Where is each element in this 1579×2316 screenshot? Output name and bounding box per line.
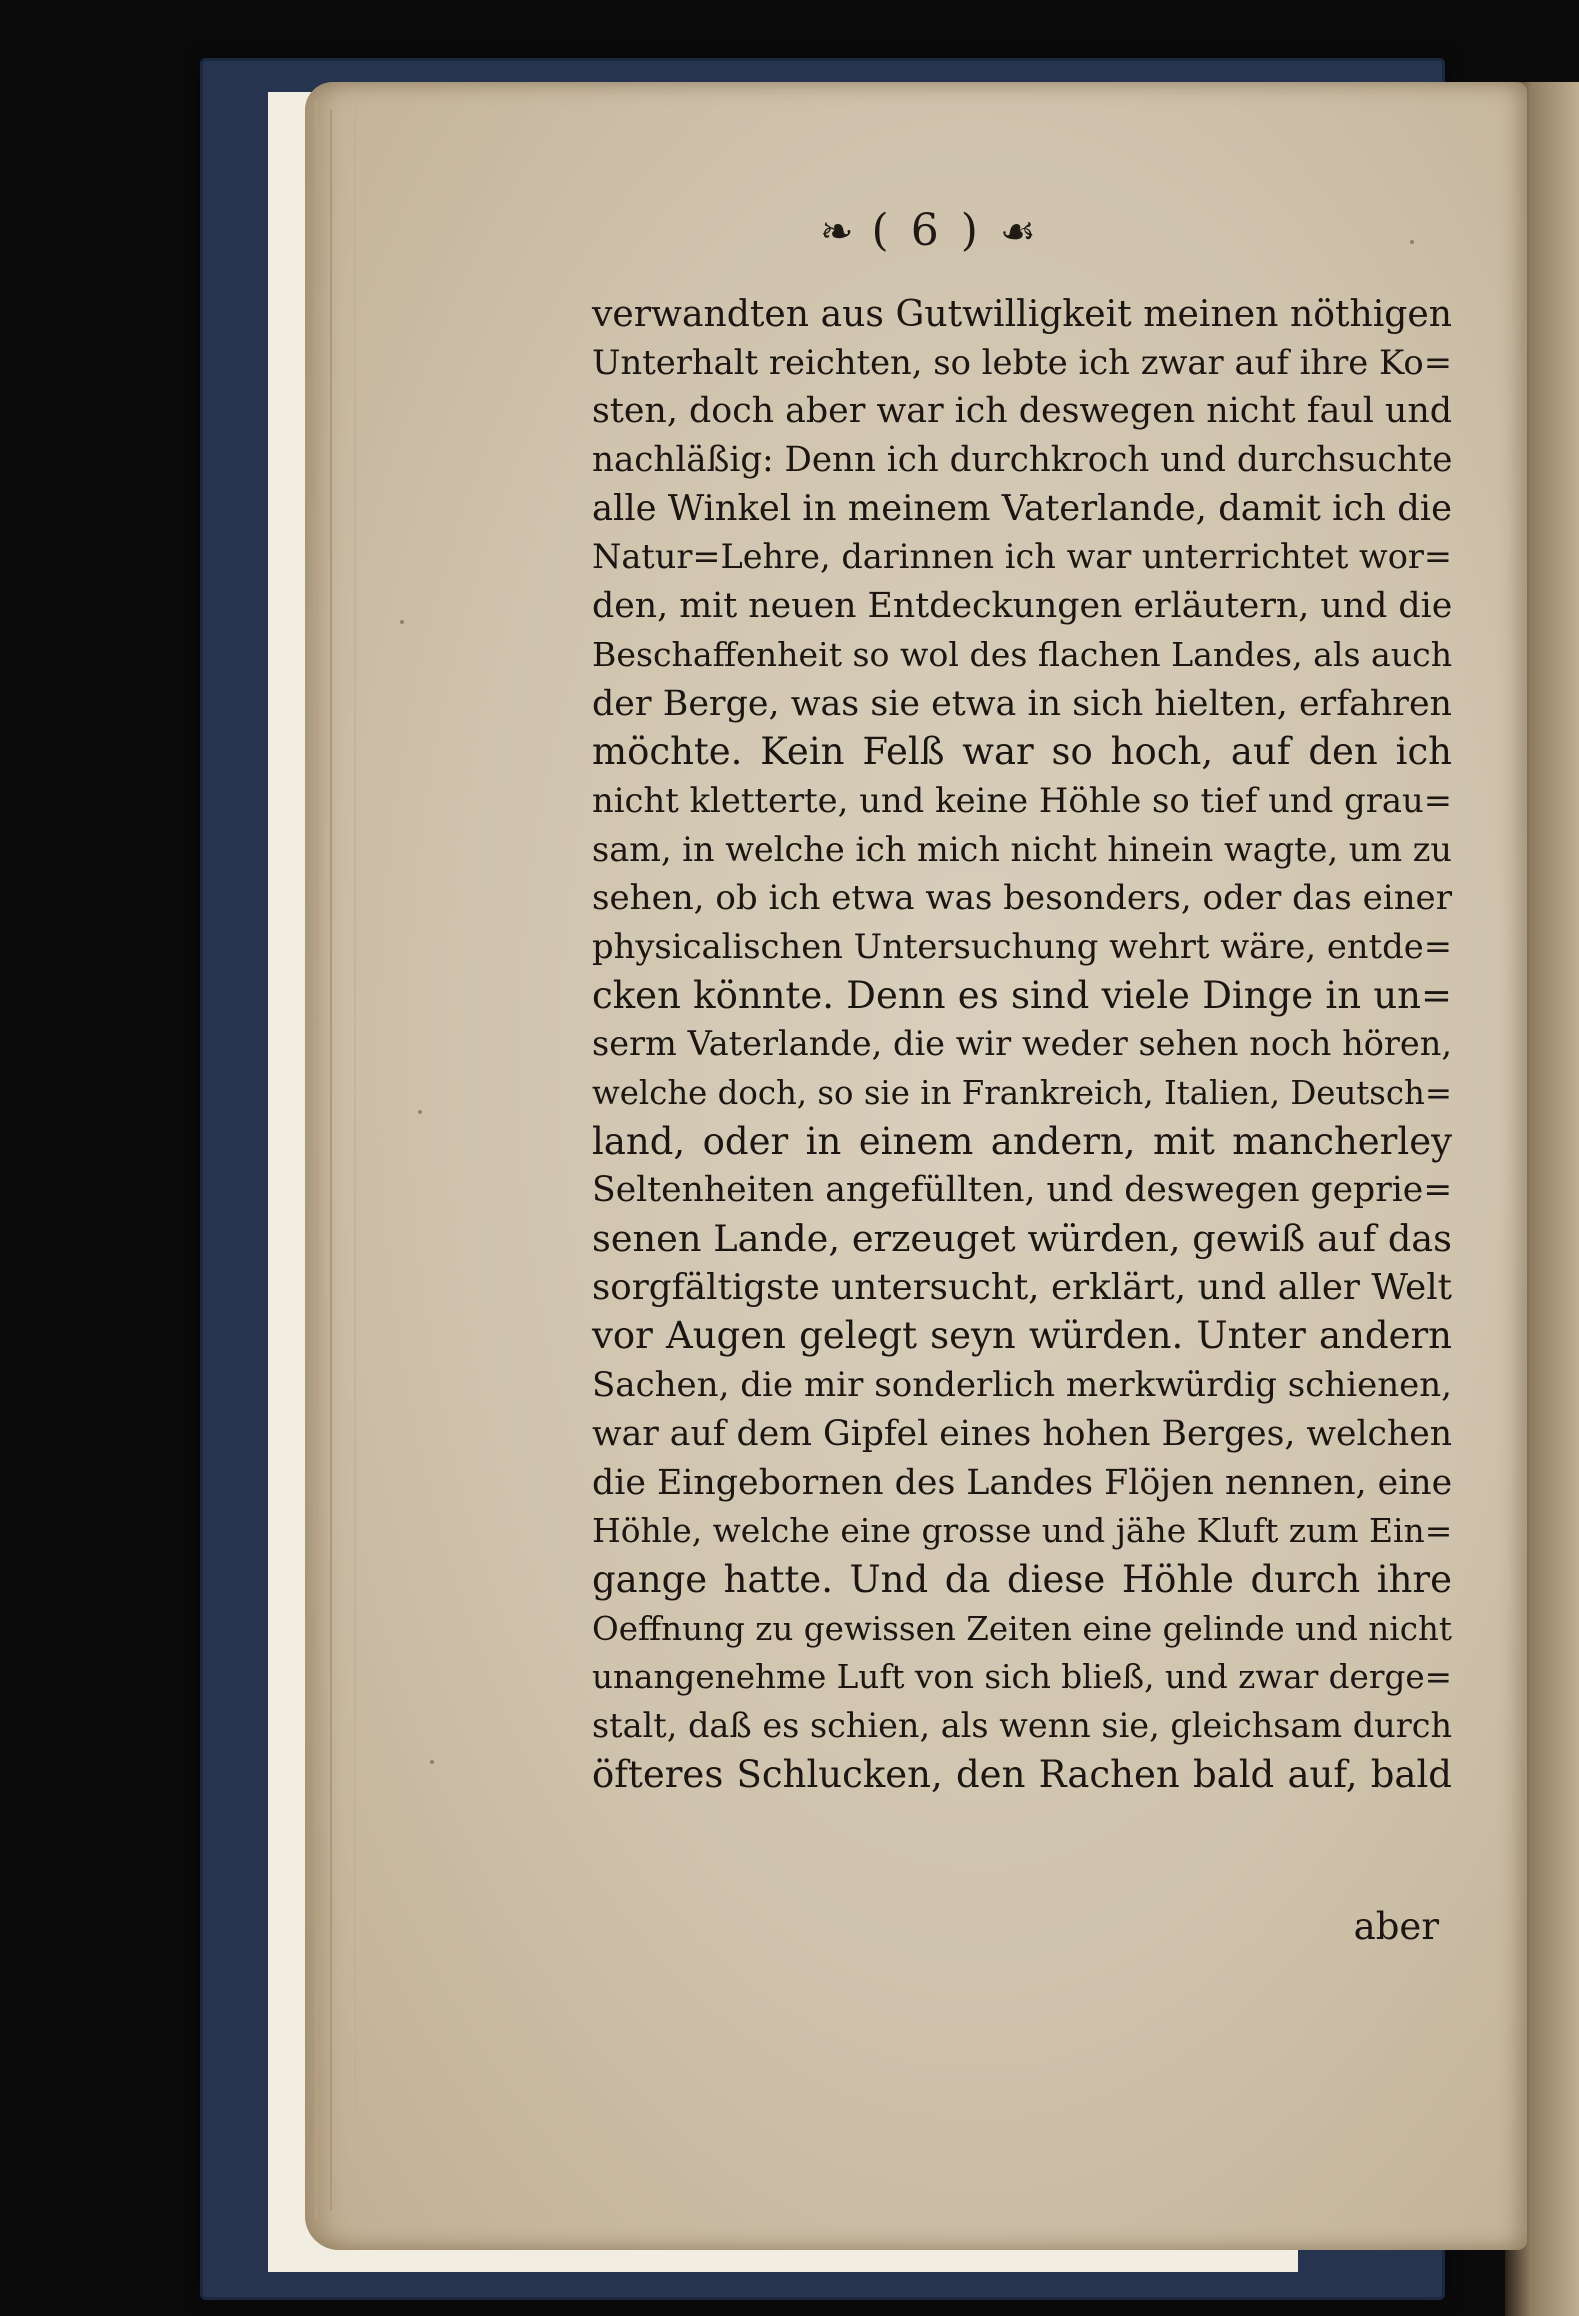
catchword: aber [1353,1905,1439,1948]
text-line: sehen, ob ich etwa was besonders, oder das einer [592,878,1452,919]
text-line: Sachen, die mir sonderlich merkwürdig schienen, [592,1365,1452,1406]
text-line: alle Winkel in meinem Vaterlande, damit ich die [592,487,1452,529]
text-line: physicalischen Untersuchung wehrt wäre, entde= [592,926,1453,966]
text-line: den, mit neuen Entdeckungen erläutern, und die [592,586,1453,627]
text-line: unangenehme Luft von sich bließ, und zwar derge= [592,1658,1452,1697]
left-ornament-icon: ❧ [820,209,854,255]
text-line: vor Augen gelegt seyn würden. Unter andern [592,1314,1452,1358]
paper-speck [430,1760,434,1764]
text-line: cken könnte. Denn es sind viele Dinge in un= [592,973,1452,1017]
text-line: serm Vaterlande, die wir weder sehen noch hören, [592,1024,1452,1064]
text-line: nachläßig: Denn ich durchkroch und durchsuchte [592,440,1453,481]
text-line: welche doch, so sie in Frankreich, Italien, Deutsch= [592,1074,1452,1112]
header-right-paren: ) [960,205,982,256]
text-line: sorgfältigste untersucht, erklärt, und aller Welt [592,1266,1452,1308]
text-line: stalt, daß es schien, als wenn sie, gleichsam durch [592,1705,1452,1745]
right-ornament-icon: ☙ [999,209,1036,255]
text-line: verwandten aus Gutwilligkeit meinen nöthigen [592,292,1452,335]
body-text [592,290,1452,1799]
text-line: Unterhalt reichten, so lebte ich zwar auf ihre Ko= [592,342,1452,382]
text-line: gange hatte. Und da diese Höhle durch ihre [592,1557,1452,1601]
text-line: Oeffnung zu gewissen Zeiten eine gelinde und nicht [592,1609,1452,1648]
page-header [820,205,1036,256]
text-line: die Eingebornen des Landes Flöjen nennen, eine [592,1462,1453,1503]
paper-speck [418,1110,422,1114]
text-line: Seltenheiten angefüllten, und deswegen geprie= [592,1170,1453,1211]
text-line: Natur=Lehre, darinnen ich war unterrichtet wor= [592,537,1452,577]
text-line: öfteres Schlucken, den Rachen bald auf, bald [592,1752,1452,1796]
text-line: Höhle, welche eine grosse und jähe Kluft zum Ein= [592,1511,1453,1551]
paper-speck [1410,240,1414,244]
text-line: sten, doch aber war ich deswegen nicht faul und [592,391,1453,432]
text-line: der Berge, was sie etwa in sich hielten, erfahren [592,683,1452,724]
text-line: Beschaffenheit so wol des flachen Landes, als auch [592,634,1453,674]
text-line: sam, in welche ich mich nicht hinein wagte, um zu [592,829,1453,869]
text-line: nicht kletterte, und keine Höhle so tief und grau= [592,780,1452,820]
text-line: senen Lande, erzeuget würden, gewiß auf das [592,1217,1452,1261]
page-number: 6 [910,205,943,256]
paper-speck [400,620,404,624]
text-line: land, oder in einem andern, mit mancherley [592,1119,1452,1163]
text-line: war auf dem Gipfel eines hohen Berges, welchen [592,1413,1452,1454]
text-line: möchte. Kein Felß war so hoch, auf den ich [592,730,1452,774]
header-left-paren: ( [871,205,893,256]
page-stack-edges-inner [330,110,350,2210]
